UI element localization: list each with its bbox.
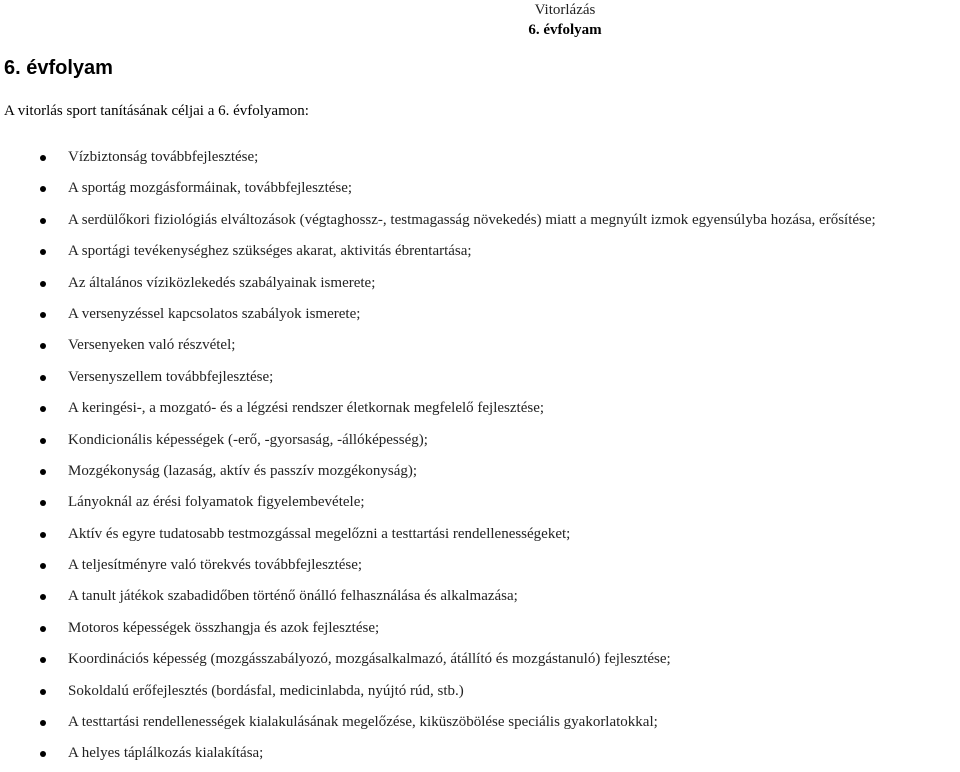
goal-item: Motoros képességek összhangja és azok fejlesztése; [0,613,960,644]
goal-item: A serdülőkori fiziológiás elváltozások (végtaghossz-, testmagasság növekedés) miatt a megnyúlt izmok egyensúlyba hozása, erősítése; [0,205,960,236]
goal-item: Lányoknál az érési folyamatok figyelembevétele; [0,487,960,518]
goal-item: Aktív és egyre tudatosabb testmozgással megelőzni a testtartási rendellenességeket; [0,519,960,550]
goal-item: A sportág mozgásformáinak, továbbfejlesztése; [0,173,960,204]
goal-item: Mozgékonyság (lazaság, aktív és passzív mozgékonyság); [0,456,960,487]
goal-item: A tanult játékok szabadidőben történő önálló felhasználása és alkalmazása; [0,581,960,612]
goal-item: A testtartási rendellenességek kialakulásának megelőzése, kiküszöbölése speciális gyakorlatokkal; [0,707,960,738]
page-header [520,0,610,40]
goal-item: Koordinációs képesség (mozgásszabályozó, mozgásalkalmazó, átállító és mozgástanuló) fejlesztése; [0,644,960,675]
goal-item: A sportági tevékenységhez szükséges akarat, aktivitás ébrentartása; [0,236,960,267]
goal-item: Versenyszellem továbbfejlesztése; [0,362,960,393]
goal-item: Versenyeken való részvétel; [0,330,960,361]
section-intro: A vitorlás sport tanításának céljai a 6. évfolyamon: [4,103,309,119]
goal-item: A helyes táplálkozás kialakítása; [0,738,960,769]
goal-item: A keringési-, a mozgató- és a légzési rendszer életkornak megfelelő fejlesztése; [0,393,960,424]
goal-item: Az általános víziközlekedés szabályainak ismerete; [0,268,960,299]
section-title: 6. évfolyam [4,57,113,79]
goal-item: A teljesítményre való törekvés továbbfejlesztése; [0,550,960,581]
goal-item: A versenyzéssel kapcsolatos szabályok ismerete; [0,299,960,330]
header-grade: 6. évfolyam [528,22,602,38]
goal-item: Kondicionális képességek (-erő, -gyorsaság, -állóképesség); [0,425,960,456]
goal-item: Vízbiztonság továbbfejlesztése; [0,142,960,173]
goal-list [0,142,960,770]
goal-item: Sokoldalú erőfejlesztés (bordásfal, medicinlabda, nyújtó rúd, stb.) [0,676,960,707]
header-subject: Vitorlázás [534,2,596,18]
